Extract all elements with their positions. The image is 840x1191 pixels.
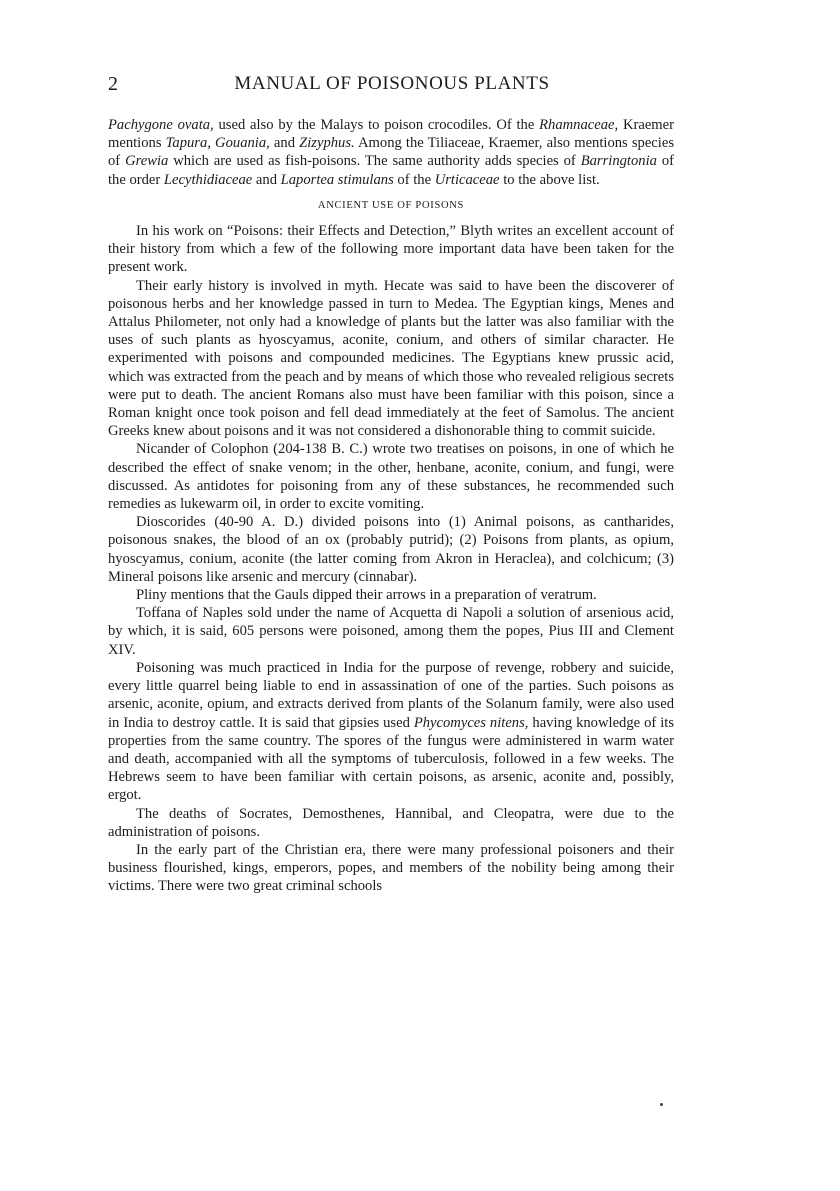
page-speck [660, 1103, 663, 1106]
text-run: of the order [108, 153, 674, 188]
paragraph: Dioscorides (40-90 A. D.) divided poisons into (1) Animal poisons, as cantharides, poisonous snakes, the blood of an ox (probably putrid); (2) Poisons from plants, as opium, hyoscyamus, conium, aconite (the latter coming from Akron in Heraclea), and colchicum; (3) Mineral poisons like arsenic and mercury (cinnabar). [108, 514, 674, 585]
text-run: Kraemer mentions [108, 117, 674, 152]
page-body [108, 116, 674, 896]
italic-species: Pachygone ovata, [108, 117, 214, 133]
paragraph: Pliny mentions that the Gauls dipped their arrows in a preparation of veratrum. [136, 587, 597, 604]
italic-family: Lecythidiaceae [163, 171, 253, 188]
italic-family: Rhamnaceae, [539, 117, 619, 133]
italic-genus: Zizyphus. [299, 135, 355, 152]
italic-genus: Barringtonia [580, 153, 657, 170]
section-heading: ANCIENT USE OF POISONS [317, 199, 465, 211]
text-run: used also by the Malays to poison crocodiles. Of the [213, 117, 540, 133]
italic-species: Laportea stimulans [280, 171, 394, 188]
text-run: Among the Tiliaceae, Kraemer, also mentions species of [108, 135, 674, 170]
text-run: which are used as fish-poisons. The same authority adds species of [168, 153, 581, 170]
paragraph: Nicander of Colophon (204-138 B. C.) wrote two treatises on poisons, in one of which he described the effect of snake venom; in the other, henbane, aconite, conium, and fungi, were discussed. As antidotes for poisoning from any of these substances, he recommended such remedies as lukewarm oil, in order to excite vomiting. [108, 441, 674, 513]
italic-family: Urticaceae [434, 171, 500, 188]
paragraph: The deaths of Socrates, Demosthenes, Hannibal, and Cleopatra, were due to the administration of poisons. [108, 805, 674, 840]
text-run: and [269, 135, 300, 152]
page-header [108, 73, 676, 99]
italic-genera: Tapura, Gouania, [165, 135, 270, 152]
paragraph: Their early history is involved in myth. Hecate was said to have been the discoverer of poisonous herbs and her knowledge passed in turn to Medea. The Egyptian kings, Menes and Attalus Philometer, not only had a knowledge of plants but the latter was also familiar with the uses of such plants as hyoscyamus, aconite, conium, and others of similar character. He experimented with poisons and compounded medicines. The Egyptians knew prussic acid, which was extracted from the peach and by means of which those who revealed religious secrets were put to death. The ancient Romans also must have been familiar with this poison, since a Roman knight once took poison and fell dead immediately at the feet of Samolus. The ancient Greeks knew about poisons and it was not considered a dishonorable thing to commit suicide. [108, 277, 674, 440]
page-number: 2 [108, 73, 118, 95]
paragraph: In his work on “Poisons: their Effects and Detection,” Blyth writes an excellent account of their history from which a few of the following more important data have been taken for the present work. [108, 223, 674, 276]
text-run: of the [393, 171, 435, 188]
paragraph: In the early part of the Christian era, there were many professional poisoners and their business flourished, kings, emperors, popes, and members of the nobility being among their victims. There were two great criminal schools [108, 841, 674, 895]
continued-paragraph [108, 116, 674, 189]
running-title: MANUAL OF POISONOUS PLANTS [234, 73, 550, 94]
paragraph: Toffana of Naples sold under the name of Acquetta di Napoli a solution of arsenious acid, by which, it is said, 605 persons were poisoned, among them the popes, Pius III and Clement XIV. [108, 605, 674, 658]
italic-species: Phycomyces nitens, [413, 714, 529, 731]
text-run: having knowledge of its properties from the same country. The spores of the fungus were administered in warm water and death, accompanied with all the symptoms of tuberculosis, followed in a few weeks. The Hebrews seem to have been familiar with certain poisons, as arsenic, aconite and, possibly, ergot. [108, 714, 674, 804]
text-run: to the above list. [499, 171, 600, 188]
paragraph [108, 659, 674, 805]
text-run: and [252, 171, 281, 188]
italic-genus: Grewia [125, 153, 169, 170]
text-run: Poisoning was much practiced in India for the purpose of revenge, robbery and suicide, every little quarrel being liable to end in assassination of one of the parties. Such poisons as arsenic, aconite, opium, and extracts derived from plants of the Solanum family, were also used in India to destroy cattle. It is said that gipsies used [108, 659, 674, 731]
